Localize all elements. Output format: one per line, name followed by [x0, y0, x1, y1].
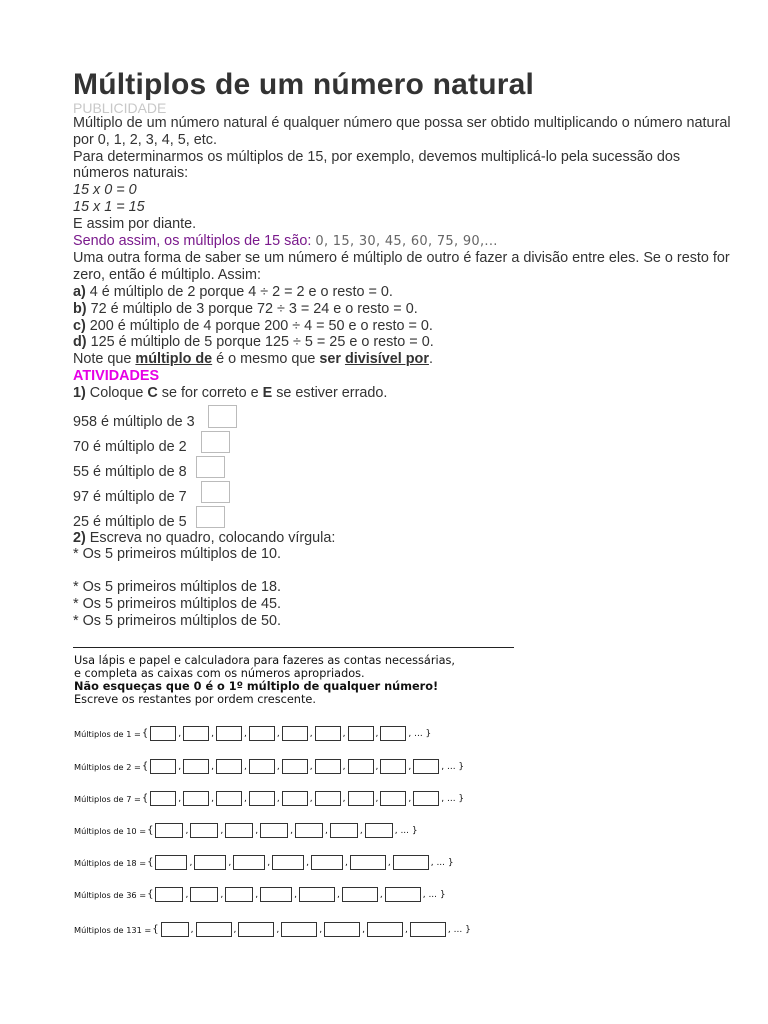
- fill-in-box[interactable]: [196, 922, 232, 937]
- comma: ,: [375, 761, 379, 772]
- answer-box[interactable]: [201, 481, 230, 503]
- fill-in-box[interactable]: [260, 887, 292, 902]
- paragraph-division-method: Uma outra forma de saber se um número é múltiplo de outro é fazer a divisão entre eles. Se o resto for zero, então é múltiplo. Assim:: [73, 250, 730, 284]
- instruction-line: e completa as caixas com os números apropriados.: [74, 667, 365, 680]
- fill-in-box[interactable]: [150, 726, 176, 741]
- q1-text: se estiver errado.: [272, 384, 388, 401]
- fill-in-box[interactable]: [393, 855, 429, 870]
- comma: ,: [342, 761, 346, 772]
- instruction-line: Usa lápis e papel e calculadora para fazeres as contas necessárias,: [74, 654, 455, 667]
- item-text: 125 é múltiplo de 5 porque 125 ÷ 5 = 25 e o resto = 0.: [86, 334, 434, 351]
- page-title: Múltiplos de um número natural: [73, 68, 535, 101]
- close-brace: , ... }: [422, 889, 446, 900]
- comma: ,: [185, 825, 189, 836]
- worksheet-row: [74, 790, 465, 806]
- comma: ,: [387, 857, 391, 868]
- fill-in-box[interactable]: [225, 823, 253, 838]
- fill-in-box[interactable]: [194, 855, 226, 870]
- q2-item-3: * Os 5 primeiros múltiplos de 45.: [73, 595, 281, 612]
- activities-heading: ATIVIDADES: [73, 367, 160, 384]
- q1-letter-c: C: [147, 384, 158, 401]
- comma: ,: [178, 793, 182, 804]
- worksheet-divider: [73, 647, 514, 648]
- q1-row-2: [73, 430, 733, 455]
- fill-in-box[interactable]: [410, 922, 446, 937]
- fill-in-box[interactable]: [225, 887, 253, 902]
- fill-in-box[interactable]: [365, 823, 393, 838]
- comma: ,: [336, 889, 340, 900]
- comma: ,: [267, 857, 271, 868]
- open-brace: {: [152, 923, 159, 935]
- comma: ,: [362, 924, 366, 935]
- fill-in-box[interactable]: [342, 887, 378, 902]
- worksheet-instructions: [74, 654, 455, 706]
- comma: ,: [211, 761, 214, 772]
- fill-in-box[interactable]: [155, 855, 187, 870]
- comma: ,: [405, 924, 408, 935]
- worksheet-row-label: Múltiplos de 1 =: [74, 728, 141, 739]
- comma: ,: [319, 924, 323, 935]
- comma: ,: [178, 761, 182, 772]
- fill-in-box[interactable]: [183, 726, 209, 741]
- paragraph-example-intro: Para determinarmos os múltiplos de 15, por exemplo, devemos multiplicá-lo pela sucessão dos números naturais:: [73, 148, 681, 182]
- q2-item-4: * Os 5 primeiros múltiplos de 50.: [73, 612, 281, 629]
- example-item-a: [73, 284, 733, 301]
- example-line-1: 15 x 0 = 0: [73, 182, 137, 199]
- comma: ,: [244, 761, 247, 772]
- item-text: 72 é múltiplo de 3 porque 72 ÷ 3 = 24 e o resto = 0.: [86, 300, 418, 317]
- q1-text: Coloque: [85, 384, 148, 401]
- fill-in-box[interactable]: [315, 791, 341, 806]
- fill-in-box[interactable]: [183, 759, 209, 774]
- comma: ,: [408, 761, 412, 772]
- open-brace: {: [147, 888, 154, 900]
- question-1-prompt: [73, 385, 733, 402]
- comma: ,: [375, 728, 379, 739]
- q1-letter-e: E: [262, 384, 273, 401]
- fill-in-box[interactable]: [155, 823, 183, 838]
- comma: ,: [276, 761, 280, 772]
- worksheet-row-label: Múltiplos de 10 =: [74, 825, 147, 836]
- answer-box[interactable]: [196, 456, 225, 478]
- fill-in-box[interactable]: [249, 759, 275, 774]
- comma: ,: [342, 728, 346, 739]
- comma: ,: [178, 728, 182, 739]
- comma: ,: [244, 793, 247, 804]
- worksheet-row: [74, 854, 455, 870]
- q1-row-4: [73, 480, 733, 505]
- comma: ,: [294, 889, 297, 900]
- paragraph-conclusion: [73, 233, 733, 251]
- fill-in-box[interactable]: [324, 922, 360, 937]
- comma: ,: [244, 728, 247, 739]
- note-line: [73, 351, 733, 368]
- q1-statement: 55 é múltiplo de 8: [73, 463, 187, 480]
- example-item-b: [73, 301, 733, 318]
- close-brace: , ... }: [447, 924, 471, 935]
- example-line-2: 15 x 1 = 15: [73, 198, 145, 215]
- comma: ,: [228, 857, 232, 868]
- paragraph-definition: Múltiplo de um número natural é qualquer número que possa ser obtido multiplicando o número natural por 0, 1, 2, 3, 4, 5, etc.: [73, 115, 731, 148]
- comma: ,: [306, 857, 309, 868]
- fill-in-box[interactable]: [190, 823, 218, 838]
- fill-in-box[interactable]: [216, 726, 242, 741]
- open-brace: {: [141, 760, 149, 772]
- instruction-line-bold: Não esqueças que 0 é o 1º múltiplo de qualquer número!: [74, 680, 439, 693]
- fill-in-box[interactable]: [150, 791, 176, 806]
- fill-in-box[interactable]: [367, 922, 403, 937]
- item-letter: d): [73, 334, 87, 351]
- comma: ,: [255, 825, 259, 836]
- conclusion-sequence: 0, 15, 30, 45, 60, 75, 90,...: [315, 233, 498, 249]
- q1-row-3: [73, 455, 733, 480]
- item-text: 4 é múltiplo de 2 porque 4 ÷ 2 = 2 e o resto = 0.: [85, 283, 393, 300]
- answer-box[interactable]: [208, 405, 237, 428]
- close-brace: , ... }: [441, 793, 465, 804]
- article: [73, 66, 733, 630]
- fill-in-box[interactable]: [260, 823, 288, 838]
- q1-statement: 97 é múltiplo de 7: [73, 488, 187, 505]
- q2-item-2: * Os 5 primeiros múltiplos de 18.: [73, 579, 281, 596]
- q1-row-5: [73, 505, 733, 530]
- item-letter: b): [73, 300, 87, 317]
- fill-in-box[interactable]: [385, 887, 421, 902]
- comma: ,: [211, 728, 214, 739]
- fill-in-box[interactable]: [183, 791, 209, 806]
- comma: ,: [276, 924, 280, 935]
- fill-in-box[interactable]: [330, 823, 358, 838]
- comma: ,: [290, 825, 293, 836]
- q1-row-1: [73, 402, 733, 430]
- note-text: .: [428, 351, 433, 368]
- q2-item-1: * Os 5 primeiros múltiplos de 10.: [73, 546, 281, 563]
- item-letter: c): [73, 317, 86, 334]
- comma: ,: [233, 924, 237, 935]
- comma: ,: [408, 793, 412, 804]
- fill-in-box[interactable]: [350, 855, 386, 870]
- fill-in-box[interactable]: [272, 855, 304, 870]
- fill-in-box[interactable]: [238, 922, 274, 937]
- fill-in-box[interactable]: [249, 726, 275, 741]
- comma: ,: [220, 889, 224, 900]
- comma: ,: [359, 825, 363, 836]
- fill-in-box[interactable]: [315, 726, 341, 741]
- fill-in-box[interactable]: [190, 887, 218, 902]
- comma: ,: [309, 793, 313, 804]
- note-bold-ser: ser: [319, 351, 341, 368]
- fill-in-box[interactable]: [216, 759, 242, 774]
- worksheet-row-label: Múltiplos de 2 =: [74, 761, 141, 772]
- note-text: é o mesmo que: [212, 351, 320, 368]
- conclusion-lead: Sendo assim, os múltiplos de 15 são:: [73, 232, 312, 249]
- comma: ,: [189, 857, 193, 868]
- note-text: Note que: [73, 351, 136, 368]
- fill-in-box[interactable]: [348, 791, 374, 806]
- worksheet-row-label: Múltiplos de 36 =: [74, 889, 147, 900]
- note-bold-multiplo: múltiplo de: [135, 351, 213, 368]
- fill-in-box[interactable]: [380, 726, 406, 741]
- fill-in-box[interactable]: [315, 759, 341, 774]
- fill-in-box[interactable]: [282, 791, 308, 806]
- worksheet-row: [74, 822, 419, 838]
- fill-in-box[interactable]: [233, 855, 265, 870]
- fill-in-box[interactable]: [295, 823, 323, 838]
- question-number: 2): [73, 529, 86, 546]
- close-brace: , ... }: [441, 761, 465, 772]
- fill-in-box[interactable]: [348, 726, 374, 741]
- fill-in-box[interactable]: [155, 887, 183, 902]
- comma: ,: [255, 889, 259, 900]
- fill-in-box[interactable]: [380, 791, 406, 806]
- comma: ,: [324, 825, 328, 836]
- comma: ,: [276, 793, 280, 804]
- open-brace: {: [141, 727, 149, 739]
- open-brace: {: [141, 792, 149, 804]
- fill-in-box[interactable]: [216, 791, 242, 806]
- comma: ,: [276, 728, 280, 739]
- comma: ,: [185, 889, 189, 900]
- answer-box[interactable]: [196, 506, 225, 528]
- fill-in-box[interactable]: [299, 887, 335, 902]
- q1-statement: 70 é múltiplo de 2: [73, 438, 187, 455]
- fill-in-box[interactable]: [249, 791, 275, 806]
- answer-box[interactable]: [201, 431, 230, 453]
- question-number: 1): [73, 384, 86, 401]
- question-2-prompt: [73, 530, 733, 547]
- open-brace: {: [147, 856, 154, 868]
- fill-in-box[interactable]: [150, 759, 176, 774]
- fill-in-box[interactable]: [161, 922, 189, 937]
- open-brace: {: [147, 824, 154, 836]
- fill-in-box[interactable]: [413, 759, 439, 774]
- ad-label: PUBLICIDADE: [73, 100, 167, 116]
- comma: ,: [379, 889, 383, 900]
- q1-statement: 25 é múltiplo de 5: [73, 513, 187, 530]
- worksheet-row: [74, 886, 447, 902]
- close-brace: , ... }: [408, 728, 432, 739]
- comma: ,: [220, 825, 224, 836]
- comma: ,: [190, 924, 194, 935]
- fill-in-box[interactable]: [348, 759, 374, 774]
- fill-in-box[interactable]: [413, 791, 439, 806]
- comma: ,: [309, 728, 313, 739]
- q1-text: se for correto e: [157, 384, 263, 401]
- fill-in-box[interactable]: [380, 759, 406, 774]
- q1-statement: 958 é múltiplo de 3: [73, 413, 195, 430]
- instruction-line: Escreve os restantes por ordem crescente.: [74, 693, 316, 706]
- worksheet-row: [74, 725, 432, 741]
- fill-in-box[interactable]: [311, 855, 343, 870]
- worksheet-row-label: Múltiplos de 18 =: [74, 857, 147, 868]
- worksheet-row-label: Múltiplos de 7 =: [74, 793, 141, 804]
- fill-in-box[interactable]: [282, 726, 308, 741]
- worksheet-row: [74, 921, 472, 937]
- comma: ,: [309, 761, 313, 772]
- comma: ,: [344, 857, 348, 868]
- close-brace: , ... }: [394, 825, 418, 836]
- close-brace: , ... }: [430, 857, 454, 868]
- comma: ,: [375, 793, 379, 804]
- example-item-d: [73, 334, 733, 351]
- paragraph-and-so-on: E assim por diante.: [73, 215, 197, 232]
- item-text: 200 é múltiplo de 4 porque 200 ÷ 4 = 50 e o resto = 0.: [85, 317, 433, 334]
- note-bold-divisivel: divisível por: [344, 351, 429, 368]
- fill-in-box[interactable]: [282, 759, 308, 774]
- comma: ,: [342, 793, 346, 804]
- comma: ,: [211, 793, 214, 804]
- example-item-c: [73, 318, 733, 335]
- worksheet-row-label: Múltiplos de 131 =: [74, 924, 152, 935]
- item-letter: a): [73, 283, 86, 300]
- fill-in-box[interactable]: [281, 922, 317, 937]
- q2-text: Escreva no quadro, colocando vírgula:: [85, 529, 336, 546]
- worksheet-row: [74, 758, 465, 774]
